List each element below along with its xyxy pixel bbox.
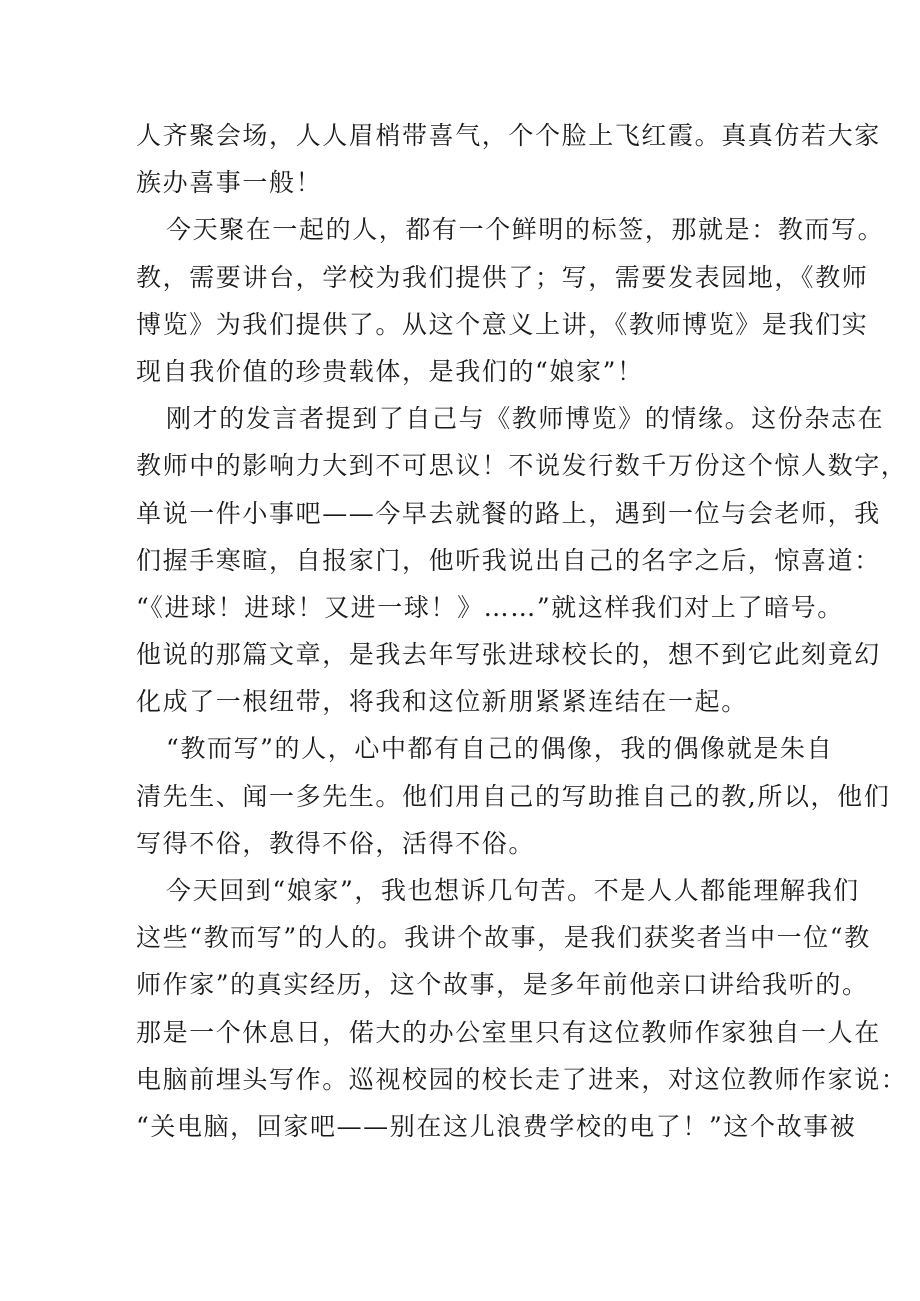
text-line: 清先生、闻一多先生。他们用自己的写助推自己的教,所以，他们 <box>136 781 891 811</box>
text-line: 写得不俗，教得不俗，活得不俗。 <box>136 828 536 858</box>
paragraph-start-line: 今天回到“娘家”，我也想诉几句苦。不是人人都能理解我们 <box>166 876 860 905</box>
text-line: “关电脑，回家吧——别在这儿浪费学校的电了！”这个故事被 <box>136 1111 857 1141</box>
text-line: 电脑前埋头写作。巡视校园的校长走了进来，对这位教师作家说： <box>136 1064 908 1094</box>
paragraph-start-line: 今天聚在一起的人，都有一个鲜明的标签，那就是：教而写。 <box>166 215 885 245</box>
body-text <box>136 112 908 1150</box>
text-line: 族办喜事一般！ <box>136 168 323 198</box>
paragraph-start-line: “教而写”的人，心中都有自己的偶像，我的偶像就是朱自 <box>166 734 834 764</box>
text-line: 这些“教而写”的人的。我讲个故事，是我们获奖者当中一位“教 <box>136 923 871 953</box>
text-line: 教师中的影响力大到不可思议！不说发行数千万份这个惊人数字， <box>136 451 908 481</box>
text-line: 们握手寒暄，自报家门，他听我说出自己的名字之后，惊喜道： <box>136 545 881 575</box>
text-line: 人齐聚会场，人人眉梢带喜气，个个脸上飞红霞。真真仿若大家 <box>136 121 881 150</box>
text-line: 教，需要讲台，学校为我们提供了；写，需要发表园地，《教师 <box>136 262 869 292</box>
text-line: “《进球！进球！又进一球！》……”就这样我们对上了暗号。 <box>136 592 844 622</box>
text-line: 现自我价值的珍贵载体，是我们的“娘家”！ <box>136 356 644 386</box>
text-line: 单说一件小事吧——今早去就餐的路上，遇到一位与会老师，我 <box>136 498 881 528</box>
paragraph-start-line: 刚才的发言者提到了自己与《教师博览》的情缘。这份杂志在 <box>166 404 885 434</box>
text-line: 化成了一根纽带，将我和这位新朋紧紧连结在一起。 <box>136 687 748 717</box>
text-line: 那是一个休息日，偌大的办公室里只有这位教师作家独自一人在 <box>136 1017 881 1047</box>
text-line: 师作家”的真实经历，这个故事，是多年前他亲口讲给我听的。 <box>136 970 869 1000</box>
text-line: 博览》为我们提供了。从这个意义上讲，《教师博览》是我们实 <box>136 309 869 339</box>
text-line: 他说的那篇文章，是我去年写张进球校长的，想不到它此刻竟幻 <box>136 640 881 670</box>
